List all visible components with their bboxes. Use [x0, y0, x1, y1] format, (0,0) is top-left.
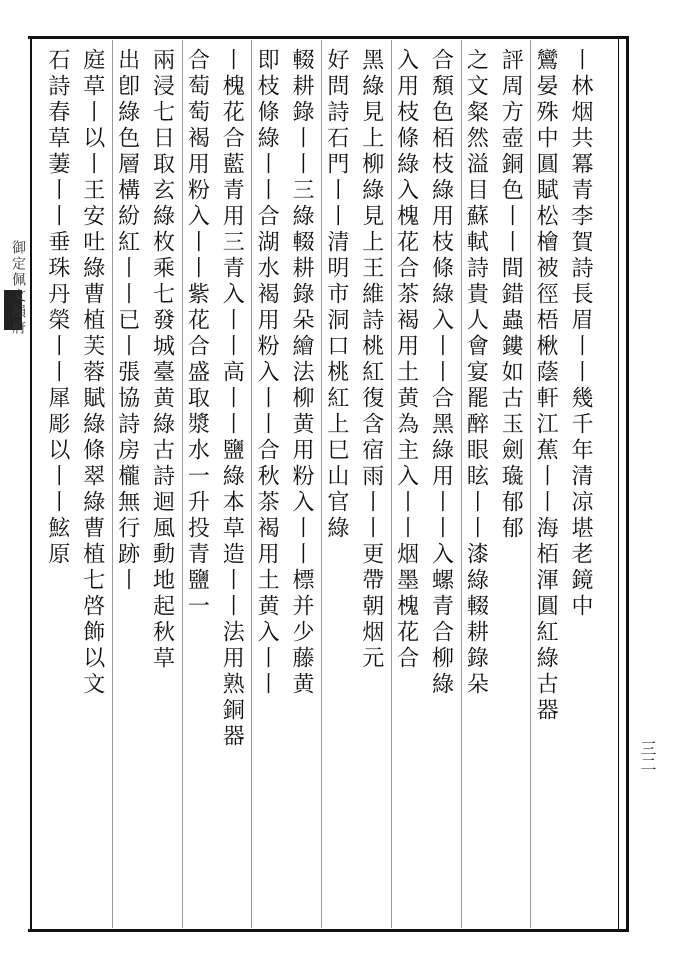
column-rule — [321, 40, 322, 928]
frame-left-border — [30, 36, 32, 932]
text-column: 輟耕錄丨丨三綠輟耕錄朵繪法柳黄用粉入丨丨標并少藤黄 — [289, 48, 314, 698]
text-column: 石詩春草萋丨丨垂珠丹榮丨丨犀彫以丨丨鮌原 — [44, 48, 70, 568]
page-folio: 三二 — [638, 740, 657, 772]
frame-right-border — [626, 36, 629, 932]
text-column: 黑綠見上柳綠見上王維詩桃紅復含宿雨丨丨更帶朝烟元 — [358, 48, 384, 672]
column-rule — [461, 40, 462, 928]
column-rule — [391, 40, 392, 928]
text-column: 兩浸七日取玄綠枚乘七發城臺黄綠古詩迴風動地起秋草 — [149, 48, 175, 672]
margin-title: 御定佩文韻府 — [10, 240, 26, 336]
text-column: 丨林烟共冪青李賀詩長眉丨丨幾千年清凉堪老鏡中 — [568, 48, 593, 620]
frame-top-border — [28, 36, 628, 39]
text-column: 之文粲然溢目蘇軾詩貴人會宴罷醉眼眩丨丨漆綠輟耕錄朵 — [463, 48, 489, 698]
column-rule — [251, 40, 252, 928]
column-rule — [112, 40, 113, 928]
frame-right-inner-border — [618, 36, 619, 932]
frame-bottom-border — [28, 929, 628, 932]
text-column: 合頽色栢枝綠用枝條綠入丨丨合黑綠用丨丨入螺青合柳綠 — [428, 48, 454, 698]
text-column: 即枝條綠丨丨合湖水褐用粉入丨丨合秋茶褐用土黄入丨丨 — [254, 48, 280, 698]
column-rule — [182, 40, 183, 928]
text-column: 鸞晏殊中圓賦松檜被徑梧楸蔭軒江蕉丨丨海栢渾圓紅綠古器 — [533, 48, 559, 724]
text-column: 入用枝條綠入槐花合茶褐用土黄為主入丨丨烟墨槐花合 — [393, 48, 419, 672]
text-column: 庭草丨以丨王安吐綠曹植芙蓉賦綠條翠綠曹植七啓飾以文 — [79, 48, 105, 698]
text-column: 丨槐花合藍青用三青入丨丨高丨丨鹽綠本草造丨丨法用熟銅器 — [219, 48, 245, 750]
text-column: 合萄萄褐用粉入丨丨紫花合盛取漿水一升投青鹽一 — [184, 48, 210, 620]
text-column: 出卽綠色層構紛紅丨丨已丨張協詩房櫳無行跡丨 — [114, 48, 140, 594]
column-rule — [530, 40, 531, 928]
text-column: 評周方壺銅色丨丨間錯蟲鏤如古玉劍璏郁郁 — [498, 48, 524, 542]
text-column: 好問詩石門丨丨清明市洞口桃紅上巳山官綠 — [323, 48, 349, 542]
